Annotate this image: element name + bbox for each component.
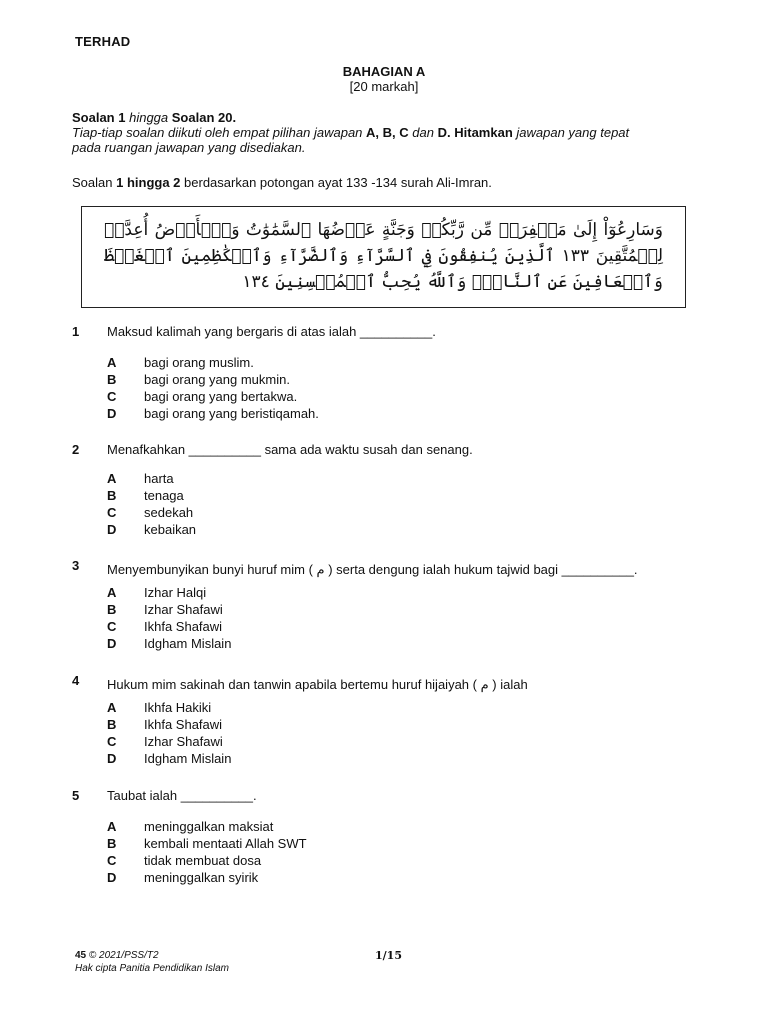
- instr-choice-d: D.: [437, 125, 451, 140]
- quran-verse-box: [81, 206, 686, 308]
- option-letter: B: [107, 488, 117, 503]
- option-letter: C: [107, 389, 117, 404]
- footer-code: [75, 949, 229, 962]
- option-text: Izhar Halqi: [144, 585, 207, 600]
- question-stem: Taubat ialah __________.: [107, 788, 257, 803]
- section-marks-text: [20 markah]: [349, 79, 419, 94]
- passage-intro: [72, 175, 492, 190]
- question-number: 5: [72, 788, 80, 803]
- option-letter: B: [107, 836, 117, 851]
- option-letter: D: [107, 406, 117, 421]
- question-stem: Menafkahkan __________ sama ada waktu susah dan senang.: [107, 442, 473, 457]
- option-text: bagi orang yang beristiqamah.: [144, 406, 319, 421]
- instr-text-1: Tiap-tiap soalan diikuti oleh empat pilihan jawapan: [72, 125, 363, 140]
- instr-text-2: jawapan yang tepat: [516, 125, 630, 140]
- option-letter: A: [107, 585, 117, 600]
- option-letter: A: [107, 355, 117, 370]
- option-text: sedekah: [144, 505, 194, 520]
- quran-verse-text: وَسَارِعُوٓاْ إِلَىٰ مَغۡفِرَةٖ مِّن رَّبِّكُمۡ وَجَنَّةٍ عَرۡضُهَا ٱلسَّمَٰوَٰتُ وَٱلۡأَرۡضُ أُعِدَّتۡ لِلۡمُتَّقِينَ ١٣٣ ٱلَّذِينَ يُنفِقُونَ فِي ٱلسَّرَّآءِ وَٱلضَّرَّآءِ وَٱلۡكَٰظِمِينَ ٱلۡغَيۡظَ وَٱلۡعَافِينَ عَنِ ٱلنَّاسِۗ وَٱللَّهُ يُحِبُّ ٱلۡمُحۡسِنِينَ ١٣٤: [104, 220, 663, 292]
- instructions-line-1: [72, 110, 712, 125]
- option-text: bagi orang yang mukmin.: [144, 372, 290, 387]
- option-text: kebaikan: [144, 522, 197, 537]
- section-title: [0, 64, 768, 79]
- instructions-line-2: [72, 125, 712, 140]
- page-number: 1/15: [375, 949, 402, 962]
- intro-source: berdasarkan potongan ayat 133 -134 surah Ali-Imran.: [184, 175, 492, 190]
- option-text: Idgham Mislain: [144, 636, 232, 651]
- instr-hingga: hingga: [129, 110, 169, 125]
- option-letter: C: [107, 853, 117, 868]
- intro-range: 1 hingga 2: [116, 175, 181, 190]
- footer-code-ref: © 2021/PSS/T2: [88, 950, 159, 961]
- instr-dan: dan: [412, 125, 434, 140]
- section-title-text: BAHAGIAN A: [342, 64, 426, 79]
- option-text: Ikhfa Shafawi: [144, 619, 223, 634]
- question-number: 4: [72, 673, 80, 688]
- option-letter: B: [107, 372, 117, 387]
- instr-choices: A, B, C: [366, 125, 409, 140]
- question-stem: Hukum mim sakinah dan tanwin apabila bertemu huruf hijaiyah ( م ) ialah: [107, 677, 528, 692]
- question-number: 2: [72, 442, 80, 457]
- instructions-line-3: pada ruangan jawapan yang disediakan.: [72, 140, 306, 155]
- instructions: [72, 110, 712, 155]
- option-text: Izhar Shafawi: [144, 734, 223, 749]
- option-text: harta: [144, 471, 174, 486]
- option-text: bagi orang muslim.: [144, 355, 254, 370]
- question-number: 1: [72, 324, 80, 339]
- option-letter: C: [107, 619, 117, 634]
- option-text: tenaga: [144, 488, 184, 503]
- option-text: Idgham Mislain: [144, 751, 232, 766]
- option-letter: A: [107, 471, 117, 486]
- option-letter: B: [107, 717, 117, 732]
- question-stem: Menyembunyikan bunyi huruf mim ( م ) serta dengung ialah hukum tajwid bagi __________.: [107, 562, 638, 577]
- option-letter: C: [107, 734, 117, 749]
- instr-soalan-start: Soalan 1: [72, 110, 126, 125]
- option-text: Ikhfa Shafawi: [144, 717, 223, 732]
- option-text: Ikhfa Hakiki: [144, 700, 212, 715]
- instr-soalan-end: Soalan 20.: [171, 110, 237, 125]
- option-letter: D: [107, 522, 117, 537]
- footer-info: [75, 949, 229, 975]
- classification-label: TERHAD: [75, 34, 131, 49]
- option-text: bagi orang yang bertakwa.: [144, 389, 298, 404]
- option-letter: A: [107, 700, 117, 715]
- option-letter: D: [107, 636, 117, 651]
- option-text: tidak membuat dosa: [144, 853, 262, 868]
- option-letter: C: [107, 505, 117, 520]
- question-number: 3: [72, 558, 80, 573]
- option-letter: D: [107, 870, 117, 885]
- section-marks: [0, 79, 768, 94]
- question-stem: Maksud kalimah yang bergaris di atas ialah __________.: [107, 324, 436, 339]
- option-letter: B: [107, 602, 117, 617]
- option-text: meninggalkan syirik: [144, 870, 259, 885]
- instr-hitamkan: Hitamkan: [454, 125, 513, 140]
- option-letter: A: [107, 819, 117, 834]
- footer-code-number: 45: [75, 950, 87, 961]
- option-text: meninggalkan maksiat: [144, 819, 274, 834]
- footer-copyright: Hak cipta Panitia Pendidikan Islam: [75, 963, 229, 974]
- option-text: Izhar Shafawi: [144, 602, 223, 617]
- option-letter: D: [107, 751, 117, 766]
- option-text: kembali mentaati Allah SWT: [144, 836, 307, 851]
- intro-soalan: Soalan: [72, 175, 113, 190]
